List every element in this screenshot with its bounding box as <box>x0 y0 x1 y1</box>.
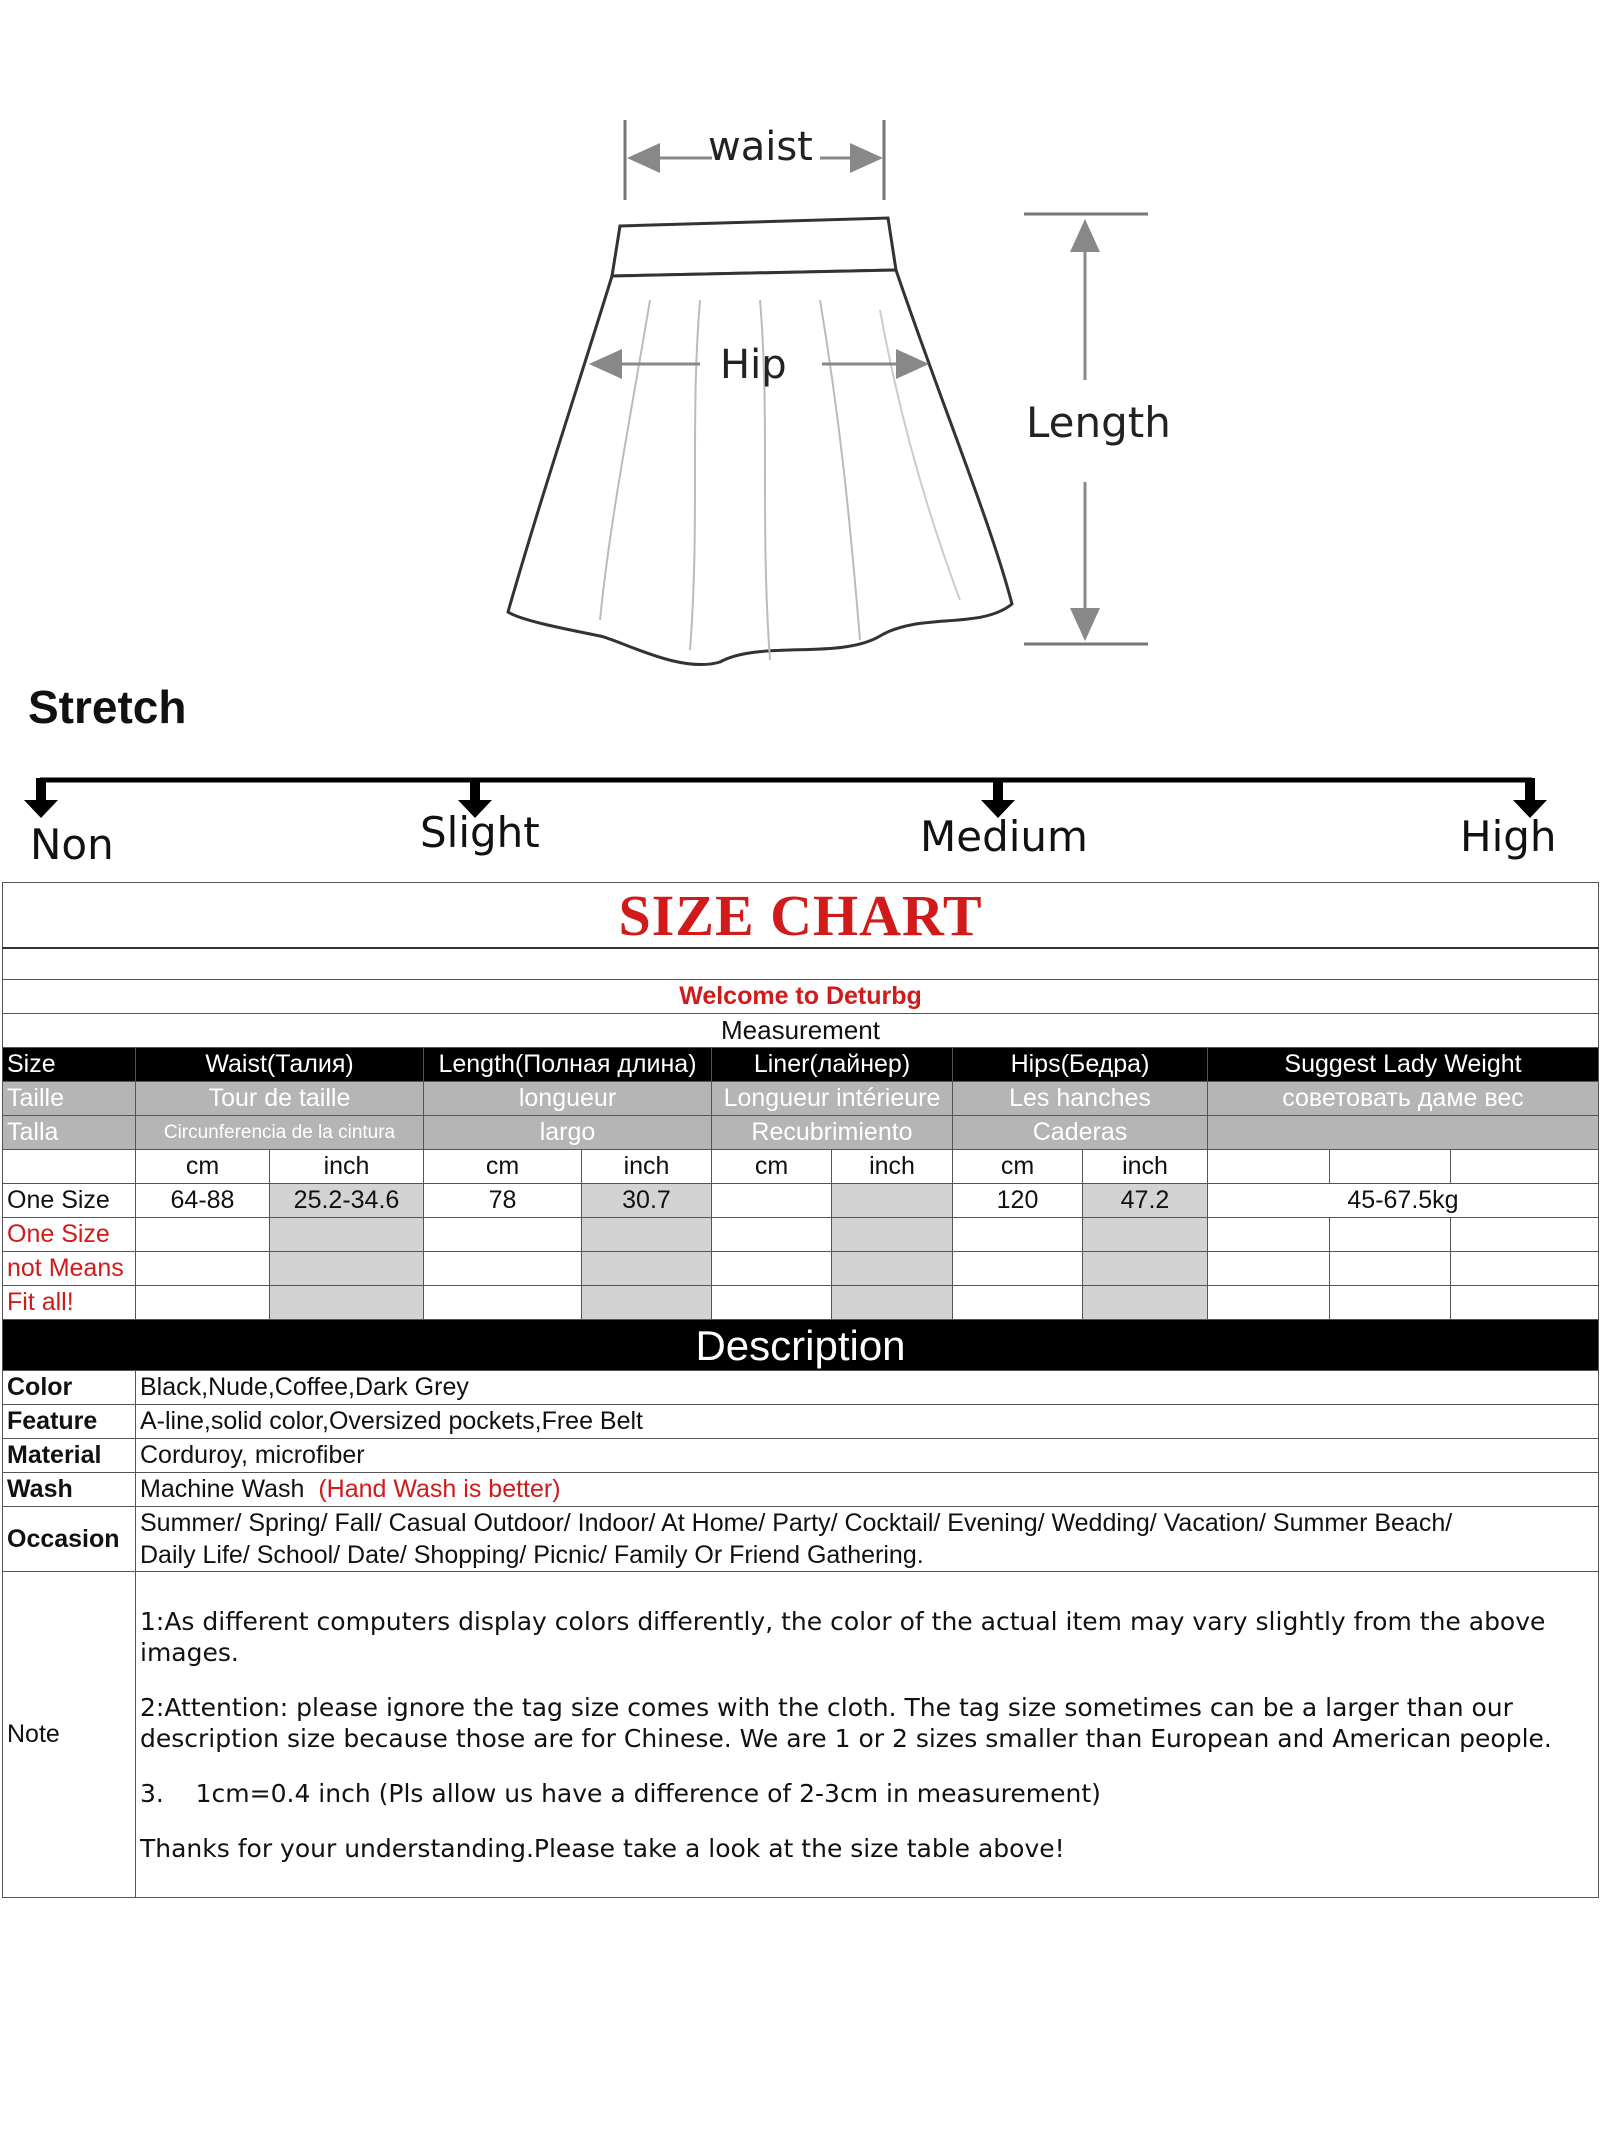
wash-note: (Hand Wash is better) <box>318 1475 561 1503</box>
hdr-fr-size: Taille <box>3 1082 136 1116</box>
hdr-fr-hips: Les hanches <box>953 1082 1208 1116</box>
table-row <box>3 1184 1599 1218</box>
hip-label: Hip <box>720 342 787 388</box>
skirt-waistband <box>612 218 896 276</box>
row-hips-cm: 120 <box>953 1184 1083 1218</box>
unit-hips-cm: cm <box>953 1150 1083 1184</box>
stretch-level-medium: Medium <box>920 812 1088 861</box>
stretch-marker-non <box>24 778 58 818</box>
measurement-label: Measurement <box>3 1014 1599 1048</box>
note-3: 3. 1cm=0.4 inch (Pls allow us have a difference of 2-3cm in measurement) <box>140 1778 1101 1808</box>
note-cell <box>136 1572 1599 1898</box>
unit-waist-inch: inch <box>270 1150 424 1184</box>
stretch-level-slight: Slight <box>420 808 540 857</box>
note-1: 1:As different computers display colors differently, the color of the actual item may vary slightly from the above images. <box>140 1606 1546 1667</box>
hdr-es-hips: Caderas <box>953 1116 1208 1150</box>
row-liner-inch <box>832 1184 953 1218</box>
unit-blank <box>3 1150 136 1184</box>
table-row <box>3 1286 1599 1320</box>
welcome-text: Welcome to Deturbg <box>3 980 1599 1014</box>
hdr-length: Length(Полная длина) <box>424 1048 712 1082</box>
hdr-liner: Liner(лайнер) <box>712 1048 953 1082</box>
hdr-fr-length: longueur <box>424 1082 712 1116</box>
stretch-level-high: High <box>1460 812 1557 861</box>
skirt-body <box>508 270 1012 665</box>
color-value: Black,Nude,Coffee,Dark Grey <box>136 1371 1599 1405</box>
row-length-inch: 30.7 <box>582 1184 712 1218</box>
table-row <box>3 1218 1599 1252</box>
hdr-fr-waist: Tour de taille <box>136 1082 424 1116</box>
row-liner-cm <box>712 1184 832 1218</box>
row-hips-inch: 47.2 <box>1083 1184 1208 1218</box>
wash-value: Machine Wash <box>140 1475 305 1503</box>
hdr-size: Size <box>3 1048 136 1082</box>
note-4: Thanks for your understanding.Please take a look at the size table above! <box>140 1833 1065 1863</box>
unit-liner-cm: cm <box>712 1150 832 1184</box>
row-length-cm: 78 <box>424 1184 582 1218</box>
waist-label: waist <box>708 124 813 170</box>
hdr-es-length: largo <box>424 1116 712 1150</box>
unit-hips-inch: inch <box>1083 1150 1208 1184</box>
stretch-scale <box>0 760 1600 820</box>
note-2: 2:Attention: please ignore the tag size comes with the cloth. The tag size sometimes can be a larger than our description size because those are for Chinese. We are 1 or 2 sizes smaller than European and American people. <box>140 1692 1552 1753</box>
hdr-es-size: Talla <box>3 1116 136 1150</box>
row-waist-cm: 64-88 <box>136 1184 270 1218</box>
feature-label: Feature <box>3 1405 136 1439</box>
note-label: Note <box>3 1572 136 1898</box>
occasion-line-2: Daily Life/ School/ Date/ Shopping/ Picnic/ Family Or Friend Gathering. <box>140 1541 924 1569</box>
hdr-waist: Waist(Талия) <box>136 1048 424 1082</box>
row-size: One Size <box>3 1184 136 1218</box>
row-waist-inch: 25.2-34.6 <box>270 1184 424 1218</box>
material-label: Material <box>3 1439 136 1473</box>
unit-waist-cm: cm <box>136 1150 270 1184</box>
hdr-fr-liner: Longueur intérieure <box>712 1082 953 1116</box>
row-weight: 45-67.5kg <box>1208 1184 1599 1218</box>
feature-value: A-line,solid color,Oversized pockets,Free Belt <box>136 1405 1599 1439</box>
length-label: Length <box>1026 398 1171 447</box>
wash-label: Wash <box>3 1473 136 1507</box>
table-row <box>3 1252 1599 1286</box>
size-chart-table <box>2 882 1599 1898</box>
hdr-es-weight <box>1208 1116 1599 1150</box>
hdr-es-waist: Circunferencia de la cintura <box>136 1116 424 1150</box>
occasion-label: Occasion <box>3 1507 136 1572</box>
description-title: Description <box>3 1320 1599 1371</box>
unit-length-cm: cm <box>424 1150 582 1184</box>
stretch-title: Stretch <box>28 681 187 733</box>
warning-line-2: not Means <box>3 1252 136 1286</box>
hdr-hips: Hips(Бедра) <box>953 1048 1208 1082</box>
warning-line-1: One Size <box>3 1218 136 1252</box>
wash-cell <box>136 1473 1599 1507</box>
occasion-cell <box>136 1507 1599 1572</box>
color-label: Color <box>3 1371 136 1405</box>
spacer-row <box>3 948 1599 980</box>
skirt-diagram <box>0 0 1600 700</box>
warning-line-3: Fit all! <box>3 1286 136 1320</box>
hdr-weight: Suggest Lady Weight <box>1208 1048 1599 1082</box>
occasion-line-1: Summer/ Spring/ Fall/ Casual Outdoor/ Indoor/ At Home/ Party/ Cocktail/ Evening/ Wedding/ Vacation/ Summer Beach/ <box>140 1509 1453 1537</box>
unit-liner-inch: inch <box>832 1150 953 1184</box>
material-value: Corduroy, microfiber <box>136 1439 1599 1473</box>
hdr-fr-weight: советовать даме вес <box>1208 1082 1599 1116</box>
unit-length-inch: inch <box>582 1150 712 1184</box>
hdr-es-liner: Recubrimiento <box>712 1116 953 1150</box>
stretch-level-non: Non <box>30 820 114 869</box>
size-chart-title: SIZE CHART <box>3 883 1599 949</box>
